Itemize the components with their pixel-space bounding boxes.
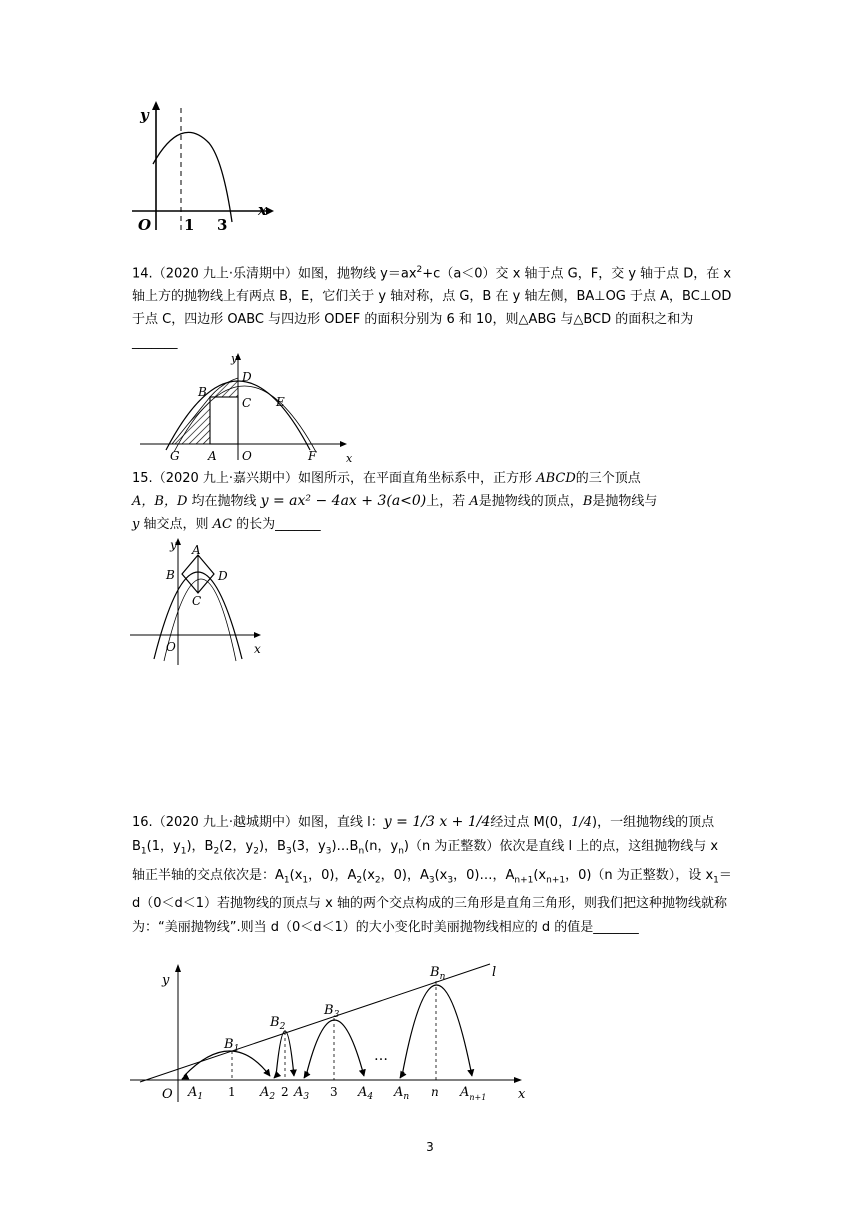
fig15-label-O: O	[166, 640, 176, 654]
q16-text-2: 经过点 M(0，	[490, 815, 572, 830]
q15-text-1: 如图所示，在平面直角坐标系中，正方形	[298, 471, 537, 486]
q16-number: 16.	[132, 815, 153, 830]
page-number: 3	[426, 1140, 434, 1154]
figure-15	[128, 537, 268, 669]
q15-text-4: 上，若	[426, 494, 470, 509]
question-15	[132, 467, 732, 536]
q16-text-5: )，B	[186, 839, 214, 854]
fig13-x-label: x	[258, 201, 267, 219]
fig16-label-B1: $B_1$	[224, 1037, 240, 1054]
q15-text-6: 是抛物线与	[592, 494, 658, 509]
q16-text-6: (2，y	[219, 839, 254, 854]
figure-16	[128, 956, 538, 1106]
fig15-label-B: B	[166, 568, 175, 582]
fig14-label-E: E	[276, 395, 285, 409]
fig16-ellipsis: …	[374, 1048, 388, 1064]
q16-sub-8: n	[398, 846, 404, 857]
q14-text-2: +c（a＜0）交 x 轴于点 G，F，交 y 轴于点 D，在 x 轴上方的抛物线上有两点 B，E，它们关于 y 轴对称，点 G，B 在 y 轴左侧，BA⊥OG 于点 A，BC⊥OD 于点 C，四边形 OABC 与四边形 ODEF 的面积分别为 6 和 10，则△ABG 与△BCD 的面积之和为_______	[132, 266, 732, 351]
fig14-label-O: O	[242, 449, 252, 463]
fig14-label-A: A	[208, 449, 217, 463]
figure-14	[134, 350, 359, 465]
q16-text-20: ＝d（0＜d＜1）若抛物线的顶点与 x 轴的两个交点构成的三角形是直角三角形，则我们把这种抛物线就称为：“美丽抛物线”.则当 d（0＜d＜1）的大小变化时美丽抛物线相应的 d 的值是_______	[132, 867, 732, 936]
fig13-tick-1: 1	[184, 216, 195, 234]
fig14-x-label: x	[346, 452, 353, 465]
q16-text-1: 如图，直线 l：	[298, 815, 384, 830]
q15-square-name: ABCD	[536, 471, 576, 486]
fig16-label-B2: $B_2$	[270, 1015, 286, 1032]
q16-sub-9: 1	[283, 875, 290, 886]
q16-sub-6: 3	[325, 846, 332, 857]
fig16-label-B3: $B_3$	[324, 1003, 340, 1020]
fig14-label-G: G	[170, 449, 180, 463]
q16-sub-7: n	[358, 846, 365, 857]
q15-segment-AC: AC	[212, 517, 232, 532]
fig14-label-C: C	[242, 396, 252, 410]
q16-line-equation: y = 1/3 x + 1/4	[383, 814, 491, 830]
q15-text-5: 是抛物线的顶点，	[478, 494, 583, 509]
q16-text-16: (x	[434, 867, 448, 883]
q16-text-12: (x	[289, 867, 303, 883]
q14-text-1: 如图，抛物线 y＝ax	[298, 266, 417, 282]
question-16	[132, 810, 732, 940]
q15-points: A，B，D	[132, 494, 188, 509]
fig15-x-label: x	[254, 642, 261, 656]
fig13-tick-3: 3	[217, 216, 228, 234]
q15-point-B: B	[582, 494, 593, 509]
fig15-y-label: y	[170, 538, 177, 552]
fig13-origin-label: O	[138, 216, 152, 234]
fig16-origin-label: O	[162, 1087, 173, 1102]
q16-sub-1: 1	[140, 846, 147, 857]
fig14-label-F: F	[308, 449, 317, 463]
q16-text-9: )…B	[331, 839, 359, 854]
fig16-x-label: x	[518, 1087, 526, 1102]
q15-text-8: 的长为_______	[231, 517, 321, 532]
q16-sub-12: 2	[374, 875, 381, 886]
fig16-y-label: y	[162, 973, 170, 988]
q16-text-4: (1，y	[146, 839, 181, 854]
q16-text-19: ，0)（n 为正整数），设 x	[565, 867, 714, 883]
fig16-label-A2: $A_2$	[260, 1085, 276, 1102]
q16-source: （2020 九上·越城期中）	[152, 815, 299, 830]
fig16-tick-2: 2	[281, 1085, 289, 1099]
q16-text-10: (n，y	[364, 839, 399, 854]
q15-text-3: 均在抛物线	[187, 494, 261, 509]
q16-text-11: )（n 为正整数）依次是直线 l 上的点，这组抛物线与 x 轴正半轴的交点依次是：A	[132, 839, 719, 883]
fig16-tick-n: n	[431, 1085, 439, 1099]
fig14-label-B: B	[198, 385, 207, 399]
q15-equation: y = ax² − 4ax + 3(a<0)	[260, 493, 427, 509]
fig16-label-A4: $A_4$	[358, 1085, 374, 1102]
q16-text-15: ，0)，A	[380, 867, 429, 883]
fig15-label-A: A	[192, 543, 201, 557]
q14-number: 14.	[132, 266, 153, 282]
q16-sub-14: 3	[447, 875, 454, 886]
q16-sub-16: n+1	[546, 875, 566, 886]
fig16-label-An1: $A_{n+1}$	[460, 1085, 487, 1102]
q15-y-axis: y	[132, 517, 140, 532]
question-14	[132, 259, 732, 354]
fig14-label-D: D	[242, 370, 252, 384]
q16-text-18: (x	[533, 867, 547, 883]
figure-13	[128, 98, 278, 238]
q16-sub-10: 1	[302, 875, 309, 886]
fig15-label-C: C	[192, 594, 202, 608]
q16-sub-2: 1	[180, 846, 187, 857]
q16-sub-4: 2	[253, 846, 259, 857]
q16-sub-11: 2	[356, 875, 363, 886]
fig16-label-An: $A_n$	[394, 1085, 410, 1102]
fig15-label-D: D	[218, 569, 228, 583]
fig16-tick-3: 3	[330, 1085, 338, 1099]
q14-source: （2020 九上·乐清期中）	[152, 266, 299, 282]
fig16-label-A3: $A_3$	[294, 1085, 310, 1102]
q16-sub-3: 2	[213, 846, 220, 857]
fig13-y-label: y	[140, 106, 149, 124]
q15-number: 15.	[132, 471, 153, 486]
q15-text-7: 轴交点，则	[139, 517, 213, 532]
fig16-tick-1: 1	[228, 1085, 236, 1099]
fig14-y-label: y	[231, 352, 238, 365]
q15-text-2: 的三个顶点	[575, 471, 641, 486]
q16-text-17: ，0)…，A	[453, 867, 515, 883]
q16-sub-17: 1	[713, 875, 719, 886]
q16-sub-13: 3	[428, 875, 435, 886]
q15-point-A: A	[469, 494, 479, 509]
fig16-label-Bn: $B_n$	[430, 965, 446, 982]
q14-superscript: 2	[416, 265, 423, 275]
q16-sub-15: n+1	[514, 875, 534, 886]
q16-point-m-y: 1/4	[571, 815, 593, 830]
q16-text-13: ，0)，A	[308, 867, 357, 883]
q16-text-7: )，B	[258, 839, 286, 854]
fig16-line-label: l	[492, 965, 497, 980]
fig16-label-A1: $A_1$	[188, 1085, 204, 1102]
q16-sub-5: 3	[285, 846, 292, 857]
q16-text-8: (3，y	[291, 839, 326, 854]
q16-text-3: )，一组抛物线的顶点 B	[132, 815, 715, 854]
q15-source: （2020 九上·嘉兴期中）	[152, 471, 299, 486]
q16-text-14: (x	[362, 867, 375, 883]
